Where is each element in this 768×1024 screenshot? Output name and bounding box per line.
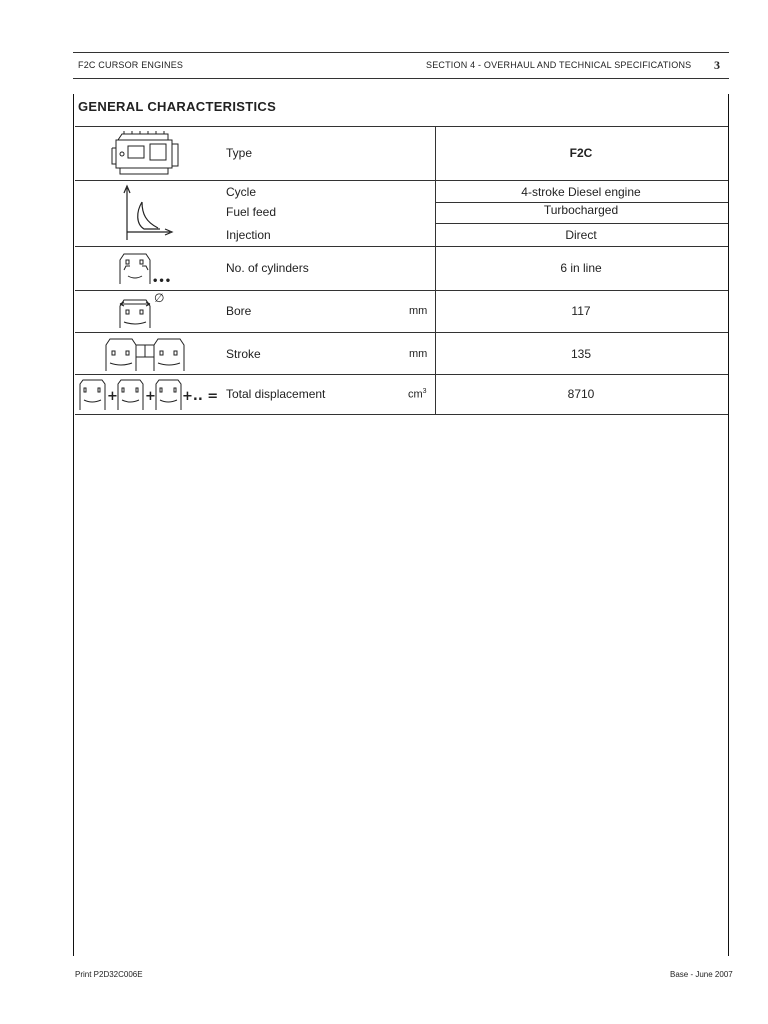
row-value-bore: 117: [571, 304, 591, 318]
page-frame-right: [728, 94, 729, 956]
row-value-displacement: 8710: [567, 387, 595, 401]
row-value-type: F2C: [569, 146, 593, 160]
table-rule: [75, 332, 728, 333]
row-label-cycle: Cycle: [226, 185, 257, 199]
diameter-glyph: ∅: [154, 291, 165, 305]
stroke-icon: [104, 335, 188, 373]
row-label-bore: Bore: [226, 304, 252, 318]
header-section-title: SECTION 4 - OVERHAUL AND TECHNICAL SPECIFICATIONS: [426, 60, 692, 70]
header-engine-name: F2C CURSOR ENGINES: [78, 60, 184, 70]
row-value-fuel-feed: Turbocharged: [543, 203, 619, 217]
footer-print-code: Print P2D32C006E: [75, 970, 143, 979]
page-number: 3: [714, 58, 720, 72]
cycle-diagram-icon: [118, 184, 178, 242]
row-label-injection: Injection: [226, 228, 271, 242]
plus-dots-equals-glyph: +.. =: [182, 389, 219, 404]
table-rule: [75, 246, 728, 247]
row-unit-bore: mm: [409, 305, 428, 317]
row-label-stroke: Stroke: [226, 347, 261, 361]
footer-edition: Base - June 2007: [670, 970, 733, 979]
row-label-displacement: Total displacement: [226, 387, 326, 401]
table-rule: [75, 414, 728, 415]
table-rule: [436, 223, 728, 224]
row-value-injection: Direct: [565, 228, 597, 242]
row-label-cylinders: No. of cylinders: [226, 261, 309, 275]
displacement-icon: [78, 376, 218, 412]
header-top-rule: [73, 52, 729, 53]
row-unit-stroke: mm: [409, 348, 428, 360]
cylinders-dots-glyph: •••: [152, 276, 172, 287]
table-rule: [75, 180, 728, 181]
table-rule: [75, 126, 728, 127]
plus-glyph: +: [107, 389, 118, 404]
bore-icon: [118, 292, 176, 330]
row-value-cycle: 4-stroke Diesel engine: [521, 185, 641, 199]
row-value-stroke: 135: [570, 347, 592, 361]
engine-icon: [110, 130, 180, 176]
table-rule: [75, 374, 728, 375]
table-rule: [75, 290, 728, 291]
header-bottom-rule: [73, 78, 729, 79]
row-label-fuel-feed: Fuel feed: [226, 205, 277, 219]
row-unit-displacement: $cm^3$: [408, 388, 427, 401]
plus-glyph: +: [145, 389, 156, 404]
row-label-type: Type: [226, 146, 253, 160]
section-title: GENERAL CHARACTERISTICS: [78, 99, 277, 114]
cylinders-icon: [118, 250, 176, 288]
row-value-cylinders: 6 in line: [560, 261, 602, 275]
page-frame-left: [73, 94, 74, 956]
